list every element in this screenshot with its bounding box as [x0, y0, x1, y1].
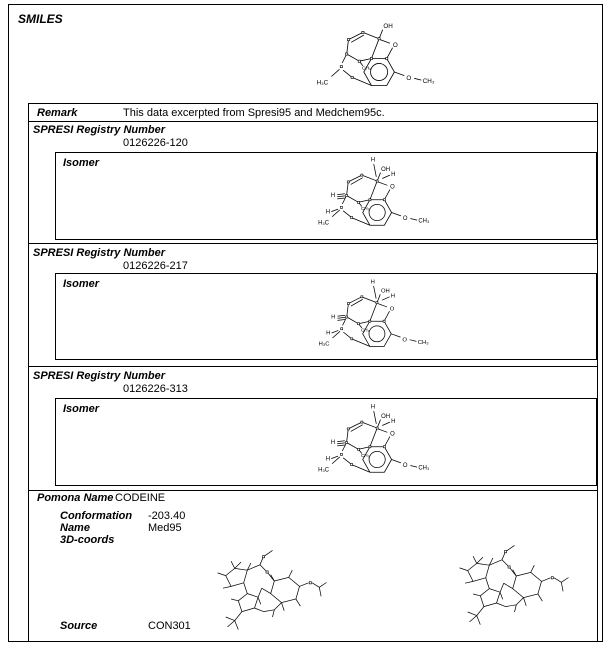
- isomer-label-2: Isomer: [63, 278, 100, 290]
- pomona-name-label: Pomona Name: [37, 492, 114, 504]
- med-name-label: Name: [60, 522, 90, 534]
- page-title: SMILES: [18, 12, 63, 26]
- registry-number-1: 0126226-120: [123, 137, 188, 149]
- coords-label: 3D-coords: [60, 534, 115, 546]
- isomer-structure-3: [287, 400, 435, 485]
- registry-label-2: SPRESI Registry Number: [33, 247, 166, 259]
- registry-label-3: SPRESI Registry Number: [33, 370, 166, 382]
- divider-section-1: [29, 243, 597, 244]
- divider-section-2: [29, 366, 597, 367]
- remark-label: Remark: [37, 107, 78, 119]
- isomer-label-1: Isomer: [63, 157, 100, 169]
- pomona-name-value: CODEINE: [115, 492, 166, 504]
- smiles-structure-image: [283, 9, 441, 99]
- registry-number-3: 0126226-313: [123, 383, 188, 395]
- source-label: Source: [60, 620, 98, 632]
- conformation-value: -203.40: [148, 510, 186, 522]
- divider-section-3: [29, 490, 597, 491]
- registry-number-2: 0126226-217: [123, 260, 188, 272]
- med-name-value: Med95: [148, 522, 182, 534]
- isomer-structure-2: [287, 275, 435, 359]
- conformation-label: Conformation: [60, 510, 133, 522]
- remark-value: This data excerpted from Spresi95 and Medchem95c.: [123, 107, 385, 119]
- isomer-label-3: Isomer: [63, 403, 100, 415]
- registry-label-1: SPRESI Registry Number: [33, 124, 166, 136]
- divider-remark: [29, 121, 597, 122]
- isomer-structure-1: [287, 153, 435, 238]
- source-value: CON301: [148, 620, 191, 632]
- conformation-3d-left: [190, 545, 328, 635]
- conformation-3d-right: [432, 540, 570, 630]
